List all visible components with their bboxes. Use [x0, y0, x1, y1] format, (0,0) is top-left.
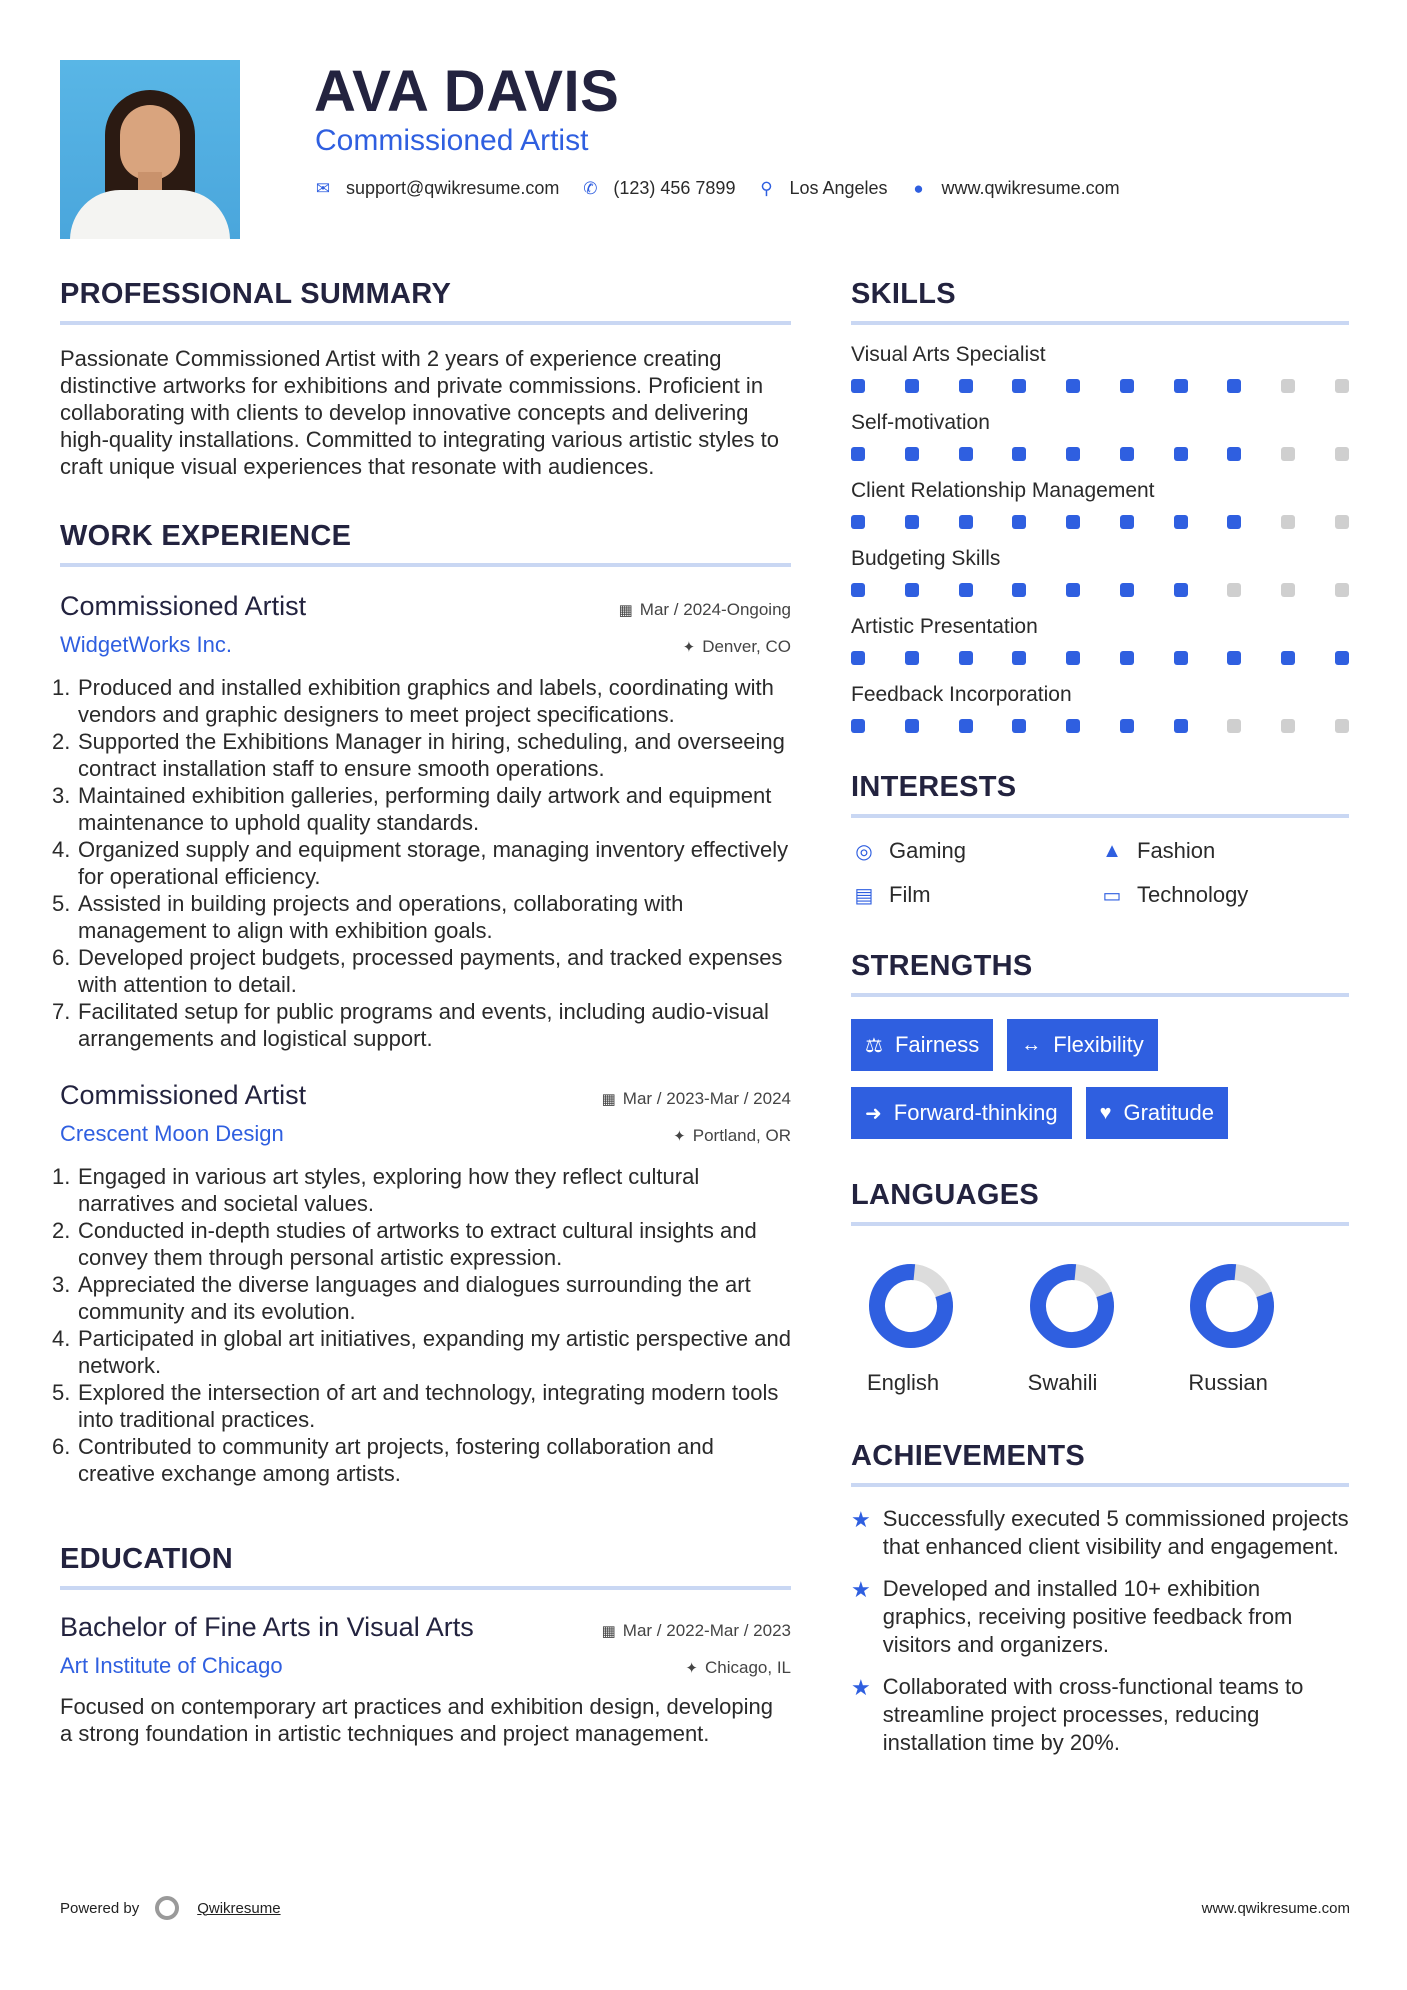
rating-dot	[1281, 447, 1295, 461]
strength-badge: ♥ Gratitude	[1086, 1087, 1228, 1139]
job-date-text: Mar / 2023-Mar / 2024	[622, 1089, 791, 1108]
education-location	[685, 1658, 791, 1678]
qwikresume-link[interactable]: Qwikresume	[197, 1899, 281, 1917]
rating-dot	[1335, 583, 1349, 597]
rating-dot	[1012, 583, 1026, 597]
calendar-icon: ▦	[618, 602, 633, 619]
rating-dot	[1120, 719, 1134, 733]
skill-name: Client Relationship Management	[851, 479, 1155, 502]
contact-location-text: Los Angeles	[789, 178, 888, 198]
job-entry	[52, 1080, 791, 1487]
resume-header	[60, 60, 1350, 240]
skill-rating	[851, 651, 1349, 665]
section-divider	[851, 993, 1349, 997]
rating-dot	[1281, 379, 1295, 393]
language-name: Swahili	[1027, 1370, 1098, 1395]
skill-name: Artistic Presentation	[851, 615, 1038, 638]
left-column	[52, 278, 791, 1747]
job-company: Crescent Moon Design	[60, 1121, 284, 1146]
list-item: 2. Supported the Exhibitions Manager in hiring, scheduling, and overseeing contract installation staff to ensure smooth operations.	[52, 729, 785, 781]
list-item: 3. Appreciated the diverse languages and dialogues surrounding the art community and its evolution.	[52, 1272, 751, 1324]
film-icon: ▤	[854, 884, 874, 907]
section-title-interests: INTERESTS	[851, 771, 1017, 803]
section-title-skills: SKILLS	[851, 278, 956, 310]
rating-dot	[905, 651, 919, 665]
map-marker-icon: ⚲	[760, 178, 773, 198]
section-title-achievements: ACHIEVEMENTS	[851, 1440, 1086, 1472]
rating-dot	[905, 583, 919, 597]
rating-dot	[905, 447, 919, 461]
rating-dot	[1120, 651, 1134, 665]
strength-badge: ➜ Forward-thinking	[851, 1087, 1072, 1139]
skill-item	[851, 343, 1349, 393]
rating-dot	[851, 515, 865, 529]
rating-dot	[959, 583, 973, 597]
rating-dot	[1335, 379, 1349, 393]
language-item	[1188, 1262, 1349, 1396]
rating-dot	[905, 515, 919, 529]
list-item: 1. Produced and installed exhibition graphics and labels, coordinating with vendors and graphic designers to meet project specifications.	[52, 675, 774, 727]
interest-item: ▭ Technology	[1099, 882, 1349, 908]
language-name: English	[867, 1370, 940, 1395]
list-item: 6. Contributed to community art projects, fostering collaboration and creative exchange among artists.	[52, 1434, 714, 1486]
strengths-section	[851, 950, 1349, 1155]
education-description: Focused on contemporary art practices and exhibition design, developing a strong foundation in artistic techniques and project management.	[60, 1694, 773, 1746]
list-item: 5. Explored the intersection of art and technology, integrating modern tools into traditional practices.	[52, 1380, 779, 1432]
contact-website-text: www.qwikresume.com	[941, 178, 1120, 198]
contact-email-text: support@qwikresume.com	[346, 178, 560, 198]
list-item: 6. Developed project budgets, processed payments, and tracked expenses with attention to detail.	[52, 945, 783, 997]
section-title-languages: LANGUAGES	[851, 1179, 1039, 1211]
language-item	[1028, 1262, 1189, 1396]
pushpin-icon: ✦	[673, 1128, 686, 1145]
rating-dot	[1227, 719, 1241, 733]
job-date	[602, 1089, 791, 1109]
skill-rating	[851, 515, 1349, 529]
rating-dot	[1281, 583, 1295, 597]
job-location	[683, 637, 791, 657]
summary-section	[60, 278, 791, 480]
star-icon: ★	[851, 1507, 871, 1532]
contact-website[interactable]	[910, 178, 1120, 199]
balance-scale-icon: ⚖	[865, 1034, 883, 1057]
rating-dot	[959, 651, 973, 665]
section-title-experience: WORK EXPERIENCE	[60, 520, 352, 552]
strength-badge: ↔ Flexibility	[1007, 1019, 1157, 1071]
job-date	[619, 600, 791, 620]
summary-text: Passionate Commissioned Artist with 2 years of experience creating distinctive artworks for exhibitions and private commissions. Proficient in collaborating with clients to develop innovative concepts and delivering high-quality installations. Committed to integrating various artistic styles to craft unique visual experiences that resonate with audiences.	[60, 346, 779, 479]
job-location-text: Portland, OR	[692, 1126, 791, 1145]
pushpin-icon: ✦	[685, 1660, 698, 1677]
strength-badge: ⚖ Fairness	[851, 1019, 993, 1071]
interests-grid	[851, 838, 1349, 908]
rating-dot	[1066, 719, 1080, 733]
contact-phone-text: (123) 456 7899	[613, 178, 736, 198]
shopping-bag-icon: ▲	[1102, 839, 1122, 862]
list-item: 3. Maintained exhibition galleries, performing daily artwork and equipment maintenance to uphold quality standards.	[52, 783, 772, 835]
rating-dot	[1066, 583, 1080, 597]
section-divider	[851, 1483, 1349, 1487]
achievements-section	[851, 1440, 1349, 1757]
candidate-name: AVA DAVIS	[314, 59, 620, 124]
skill-rating	[851, 719, 1349, 733]
school-name: Art Institute of Chicago	[60, 1653, 283, 1678]
contact-email[interactable]	[314, 178, 559, 199]
rating-dot	[1066, 447, 1080, 461]
language-item	[867, 1262, 1028, 1396]
rating-dot	[1012, 447, 1026, 461]
rating-dot	[1066, 515, 1080, 529]
section-divider	[851, 321, 1349, 325]
section-divider	[851, 814, 1349, 818]
rating-dot	[1066, 379, 1080, 393]
candidate-title: Commissioned Artist	[315, 124, 589, 157]
section-title-summary: PROFESSIONAL SUMMARY	[60, 278, 452, 310]
rating-dot	[851, 651, 865, 665]
job-location	[673, 1126, 791, 1146]
education-section	[60, 1543, 791, 1747]
rating-dot	[905, 719, 919, 733]
education-date-text: Mar / 2022-Mar / 2023	[622, 1621, 791, 1640]
rating-dot	[959, 379, 973, 393]
job-company: WidgetWorks Inc.	[60, 632, 232, 657]
interests-section	[851, 771, 1349, 908]
achievement-item: ★ Successfully executed 5 commissioned projects that enhanced client visibility and engagement.	[851, 1506, 1349, 1559]
skill-name: Budgeting Skills	[851, 547, 1001, 570]
rating-dot	[1012, 651, 1026, 665]
achievements-list	[851, 1505, 1349, 1757]
skill-item	[851, 615, 1349, 665]
rating-dot	[1066, 651, 1080, 665]
rating-dot	[1227, 651, 1241, 665]
star-icon: ★	[851, 1675, 871, 1700]
powered-by-label: Powered by	[60, 1899, 140, 1917]
skill-rating	[851, 447, 1349, 461]
rating-dot	[851, 447, 865, 461]
section-divider	[60, 321, 791, 325]
strengths-list	[851, 1019, 1349, 1155]
donut-fill	[1028, 1262, 1115, 1349]
arrow-right-icon: ➜	[865, 1102, 882, 1125]
pushpin-icon: ✦	[682, 639, 696, 656]
phone-icon: ✆	[583, 178, 598, 198]
job-title: Commissioned Artist	[60, 1080, 307, 1110]
rating-dot	[959, 515, 973, 529]
rating-dot	[1174, 447, 1188, 461]
rating-dot	[1012, 515, 1026, 529]
job-location-text: Denver, CO	[702, 637, 791, 656]
rating-dot	[1120, 379, 1134, 393]
language-donut	[867, 1262, 955, 1350]
language-donut	[1188, 1262, 1276, 1350]
donut-fill	[867, 1262, 954, 1349]
rating-dot	[851, 583, 865, 597]
rating-dot	[1012, 379, 1026, 393]
rating-dot	[1281, 719, 1295, 733]
job-bullets	[52, 674, 791, 1052]
achievement-item: ★ Developed and installed 10+ exhibition graphics, receiving positive feedback from visitors and organizers.	[851, 1576, 1293, 1657]
contact-location	[757, 178, 887, 199]
page-footer	[60, 1896, 1350, 1920]
languages-section	[851, 1179, 1349, 1396]
list-item: 7. Facilitated setup for public programs and events, including audio-visual arrangements and logistical support.	[52, 999, 769, 1051]
rating-dot	[1174, 515, 1188, 529]
rating-dot	[1174, 379, 1188, 393]
list-item: 5. Assisted in building projects and operations, collaborating with management to align with exhibition goals.	[52, 891, 684, 943]
arrows-horizontal-icon: ↔	[1021, 1033, 1042, 1056]
rating-dot	[1174, 583, 1188, 597]
star-icon: ★	[851, 1577, 871, 1602]
interest-item: ◎ Gaming	[851, 838, 1099, 864]
education-location-text: Chicago, IL	[705, 1658, 791, 1677]
gamepad-icon: ◎	[855, 840, 873, 863]
rating-dot	[1227, 379, 1241, 393]
envelope-icon: ✉	[315, 178, 331, 198]
rating-dot	[1281, 515, 1295, 529]
rating-dot	[1120, 583, 1134, 597]
contact-bar	[314, 178, 1142, 199]
rating-dot	[1281, 651, 1295, 665]
list-item: 2. Conducted in-depth studies of artworks to extract cultural insights and convey them through personal artistic expression.	[52, 1218, 757, 1270]
section-title-strengths: STRENGTHS	[851, 950, 1033, 982]
list-item: 4. Organized supply and equipment storage, managing inventory effectively for operational efficiency.	[52, 837, 789, 889]
skills-list	[851, 343, 1349, 733]
rating-dot	[959, 719, 973, 733]
profile-photo	[60, 60, 240, 239]
skill-name: Visual Arts Specialist	[851, 343, 1046, 366]
languages-list	[851, 1262, 1349, 1396]
language-donut	[1028, 1262, 1116, 1350]
rating-dot	[1174, 651, 1188, 665]
education-entry	[60, 1612, 791, 1747]
interest-item: ▲ Fashion	[1099, 838, 1349, 864]
job-date-text: Mar / 2024-Ongoing	[639, 600, 791, 619]
skill-name: Self-motivation	[851, 411, 990, 434]
job-bullets	[52, 1163, 791, 1487]
rating-dot	[851, 379, 865, 393]
rating-dot	[1120, 515, 1134, 529]
rating-dot	[1012, 719, 1026, 733]
globe-icon: ●	[913, 178, 924, 198]
skills-section	[851, 278, 1349, 733]
right-column	[851, 278, 1349, 1771]
interest-item: ▤ Film	[851, 882, 1099, 908]
list-item: 1. Engaged in various art styles, exploring how they reflect cultural narratives and societal values.	[52, 1164, 700, 1216]
skill-item	[851, 683, 1349, 733]
rating-dot	[1227, 583, 1241, 597]
degree-title: Bachelor of Fine Arts in Visual Arts	[60, 1612, 474, 1642]
skill-name: Feedback Incorporation	[851, 683, 1072, 706]
rating-dot	[905, 379, 919, 393]
rating-dot	[1174, 719, 1188, 733]
heart-icon: ♥	[1099, 1101, 1112, 1124]
rating-dot	[851, 719, 865, 733]
section-title-education: EDUCATION	[60, 1543, 233, 1575]
rating-dot	[1227, 447, 1241, 461]
donut-fill	[1189, 1262, 1276, 1349]
rating-dot	[1335, 515, 1349, 529]
section-divider	[851, 1222, 1349, 1226]
skill-rating	[851, 583, 1349, 597]
calendar-icon: ▦	[601, 1623, 616, 1640]
calendar-icon: ▦	[601, 1091, 616, 1108]
skill-item	[851, 411, 1349, 461]
section-divider	[60, 563, 791, 567]
contact-phone[interactable]	[581, 178, 735, 199]
skill-item	[851, 547, 1349, 597]
rating-dot	[1120, 447, 1134, 461]
rating-dot	[1335, 651, 1349, 665]
section-divider	[60, 1586, 791, 1590]
job-title: Commissioned Artist	[60, 591, 307, 621]
job-entry	[52, 591, 791, 1052]
skill-item	[851, 479, 1349, 529]
language-name: Russian	[1188, 1370, 1268, 1395]
education-date	[602, 1621, 791, 1641]
rating-dot	[959, 447, 973, 461]
rating-dot	[1335, 719, 1349, 733]
experience-section	[52, 520, 791, 1487]
laptop-icon: ▭	[1102, 884, 1122, 907]
skill-rating	[851, 379, 1349, 393]
list-item: 4. Participated in global art initiatives, expanding my artistic perspective and network.	[52, 1326, 791, 1378]
rating-dot	[1335, 447, 1349, 461]
achievement-item: ★ Collaborated with cross-functional teams to streamline project processes, reducing installation time by 20%.	[851, 1674, 1304, 1755]
qwikresume-logo-icon	[155, 1896, 179, 1920]
footer-url[interactable]: www.qwikresume.com	[1201, 1899, 1350, 1917]
rating-dot	[1227, 515, 1241, 529]
